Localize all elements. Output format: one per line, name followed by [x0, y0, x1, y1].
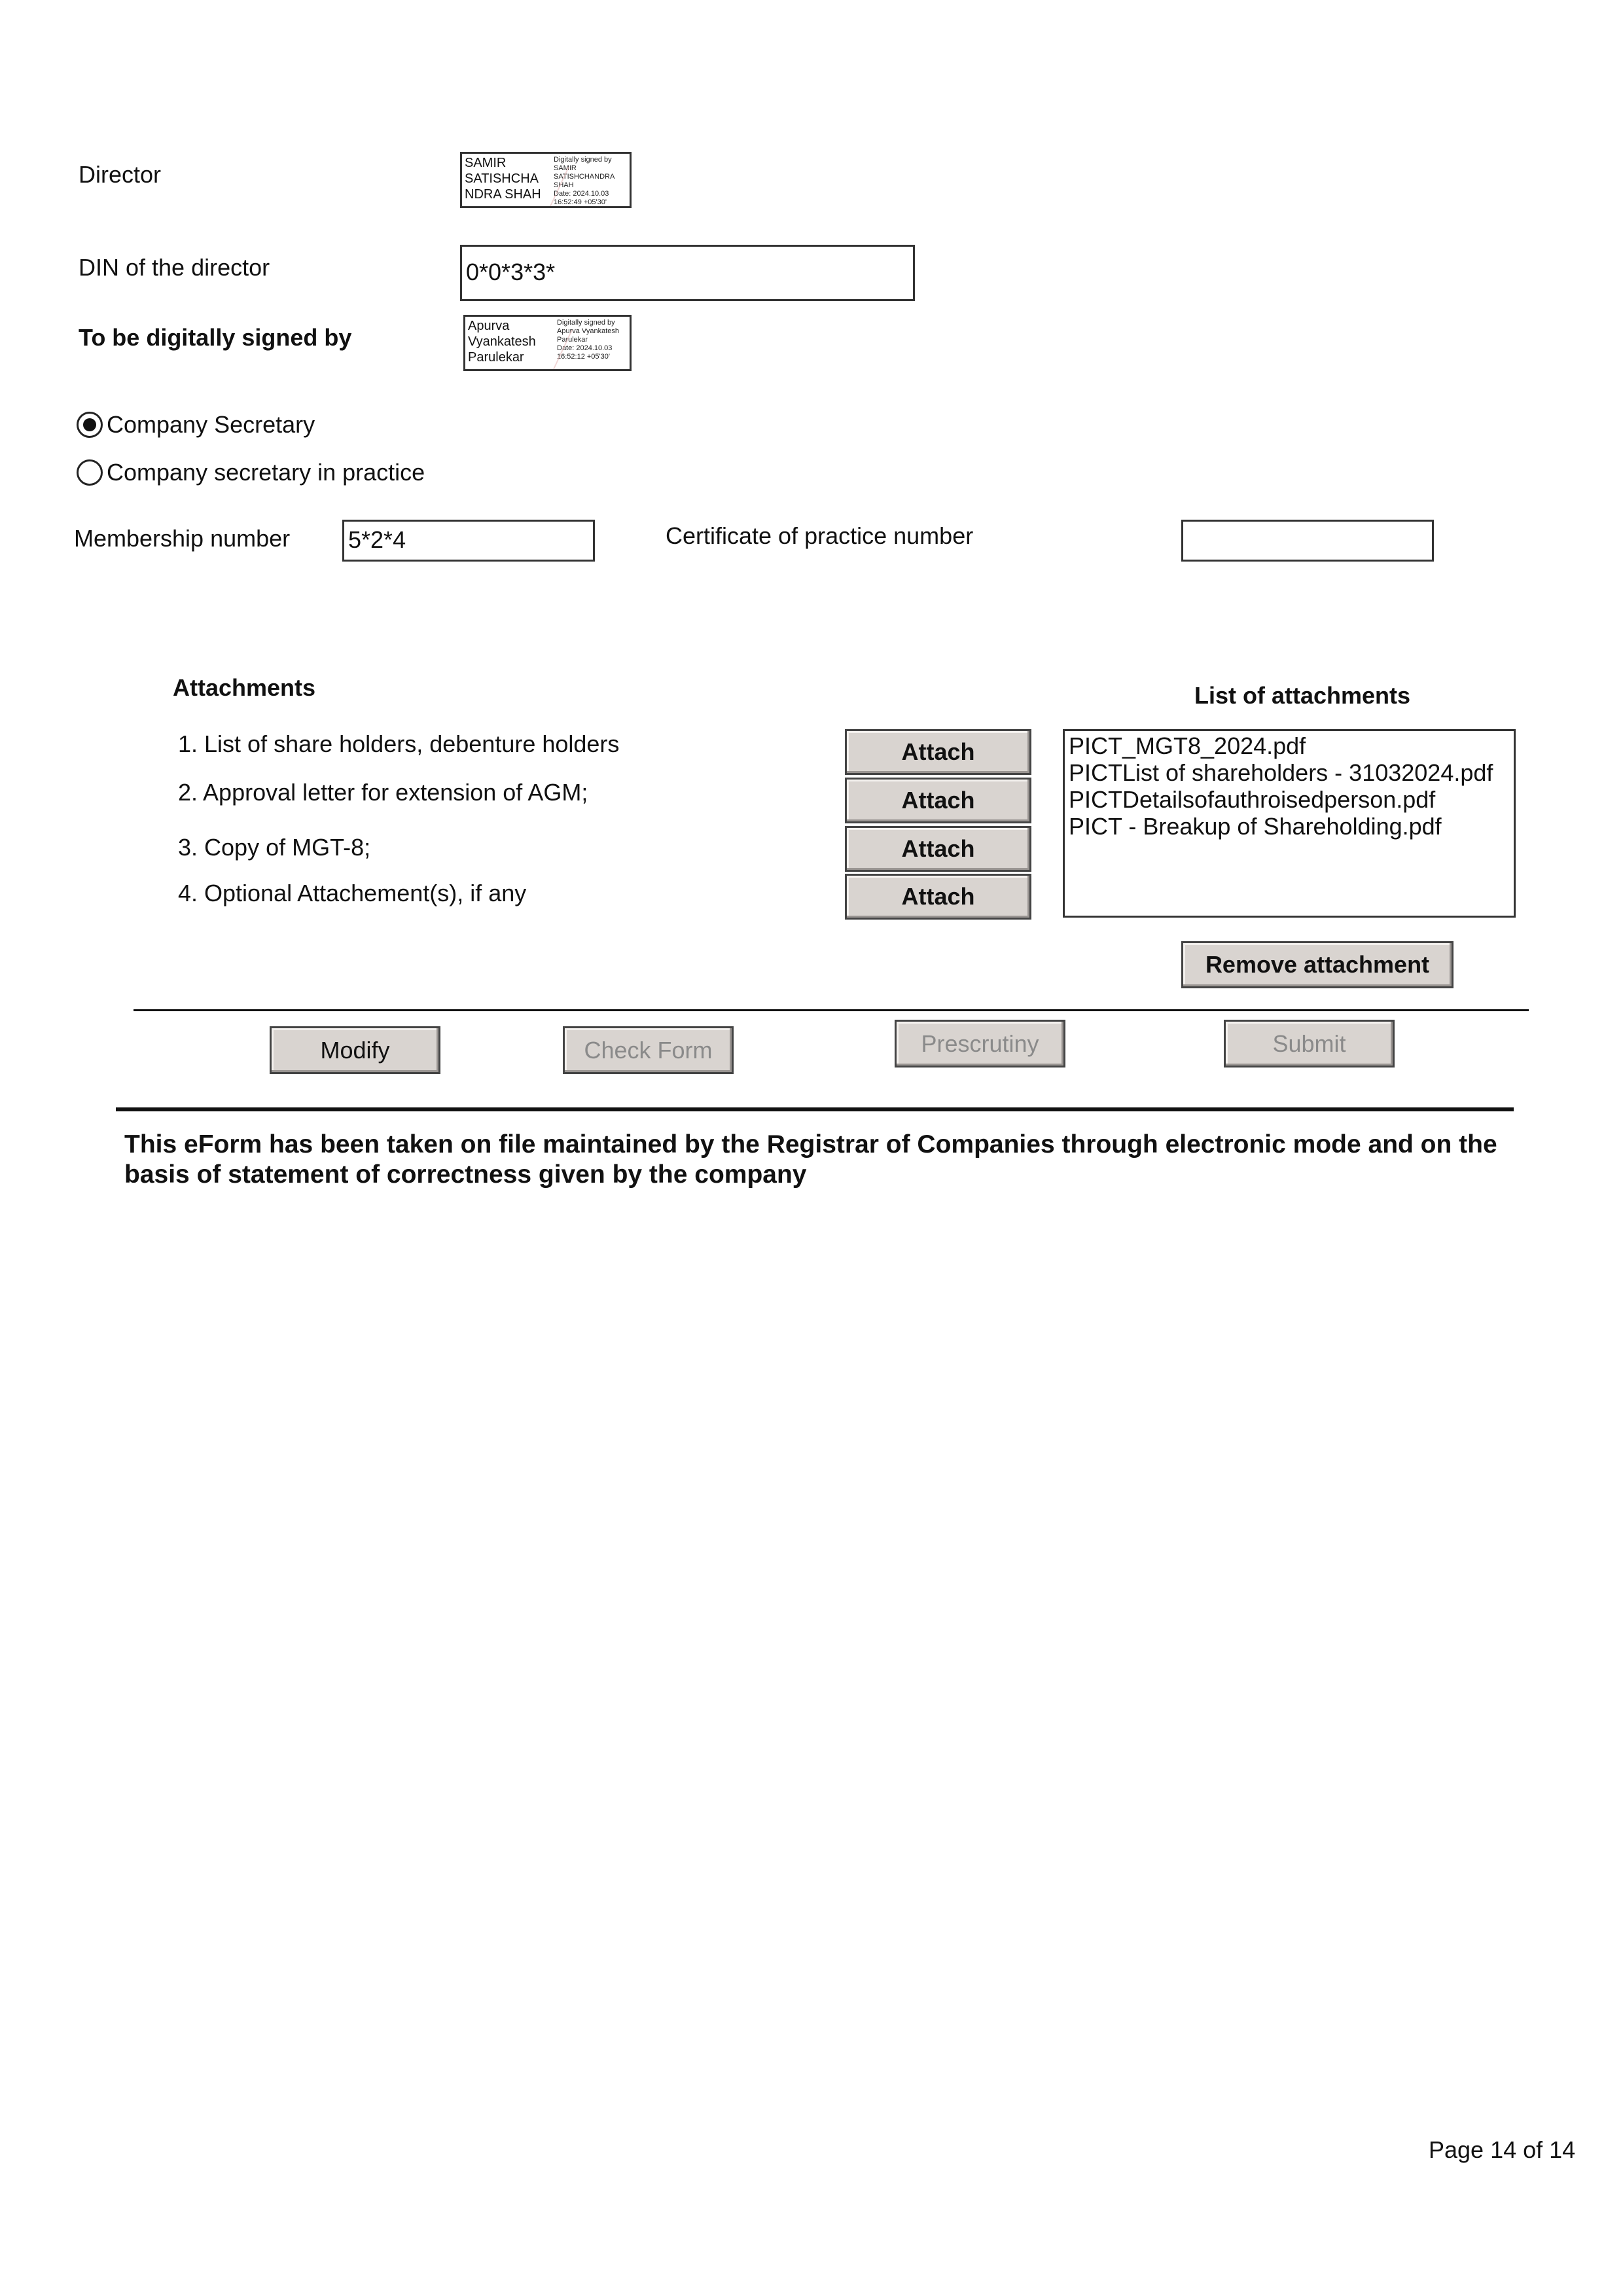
- attachment-item-1: 1. List of share holders, debenture holders: [178, 730, 620, 757]
- attachment-item-4: 4. Optional Attachement(s), if any: [178, 880, 527, 906]
- radio-company-secretary[interactable]: [77, 411, 315, 439]
- prescrutiny-button[interactable]: Prescrutiny: [895, 1020, 1065, 1067]
- attachment-item-2: 2. Approval letter for extension of AGM;: [178, 779, 588, 806]
- attachments-list-heading: List of attachments: [1194, 682, 1411, 709]
- certificate-label: Certificate of practice number: [666, 522, 974, 549]
- attachments-heading: Attachments: [173, 674, 316, 701]
- director-signature-details: Digitally signed by SAMIR SATISHCHANDRA SHAH Date: 2024.10.03 16:52:49 +05'30': [552, 154, 616, 206]
- director-label: Director: [79, 161, 162, 188]
- modify-button[interactable]: Modify: [270, 1026, 440, 1074]
- attach-button-2[interactable]: Attach: [845, 778, 1031, 823]
- attachment-file[interactable]: PICTDetailsofauthroisedperson.pdf: [1069, 786, 1436, 813]
- attach-button-4[interactable]: Attach: [845, 874, 1031, 920]
- signed-by-signature-details: Digitally signed by Apurva Vyankatesh Parulekar Date: 2024.10.03 16:52:12 +05'30': [556, 317, 620, 369]
- attachment-file[interactable]: PICT - Breakup of Shareholding.pdf: [1069, 813, 1442, 840]
- radio-company-secretary-in-practice-label: Company secretary in practice: [107, 459, 425, 486]
- check-form-button[interactable]: Check Form: [563, 1026, 734, 1074]
- remove-attachment-button[interactable]: Remove attachment: [1181, 941, 1454, 988]
- radio-selected-icon[interactable]: [77, 412, 103, 438]
- divider-bottom: [116, 1107, 1514, 1111]
- divider-top: [134, 1009, 1529, 1011]
- attach-button-1[interactable]: Attach: [845, 729, 1031, 775]
- radio-unselected-icon[interactable]: [77, 459, 103, 486]
- submit-button[interactable]: Submit: [1224, 1020, 1395, 1067]
- signed-by-signature: [463, 315, 632, 371]
- attachment-file[interactable]: PICT_MGT8_2024.pdf: [1069, 732, 1306, 759]
- attach-button-3[interactable]: Attach: [845, 826, 1031, 872]
- din-label: DIN of the director: [79, 254, 270, 281]
- attachments-listbox[interactable]: [1063, 729, 1516, 918]
- certificate-field[interactable]: [1181, 520, 1434, 562]
- radio-company-secretary-in-practice[interactable]: [77, 459, 425, 486]
- attachment-file[interactable]: PICTList of shareholders - 31032024.pdf: [1069, 759, 1493, 786]
- director-signature: [460, 152, 632, 208]
- director-signature-name: SAMIR SATISHCHA NDRA SHAH: [465, 156, 541, 202]
- din-field[interactable]: 0*0*3*3*: [460, 245, 915, 301]
- membership-field[interactable]: 5*2*4: [342, 520, 595, 562]
- attachment-item-3: 3. Copy of MGT-8;: [178, 834, 371, 861]
- footer-note: This eForm has been taken on file maintained by the Registrar of Companies through electronic mode and on the basis of statement of correctness given by the company: [124, 1130, 1497, 1189]
- membership-label: Membership number: [74, 525, 291, 552]
- page-number: Page 14 of 14: [1429, 2136, 1576, 2163]
- signed-by-signature-name: Apurva Vyankatesh Parulekar: [468, 319, 536, 365]
- radio-company-secretary-label: Company Secretary: [107, 411, 315, 438]
- signed-by-label: To be digitally signed by: [79, 324, 352, 351]
